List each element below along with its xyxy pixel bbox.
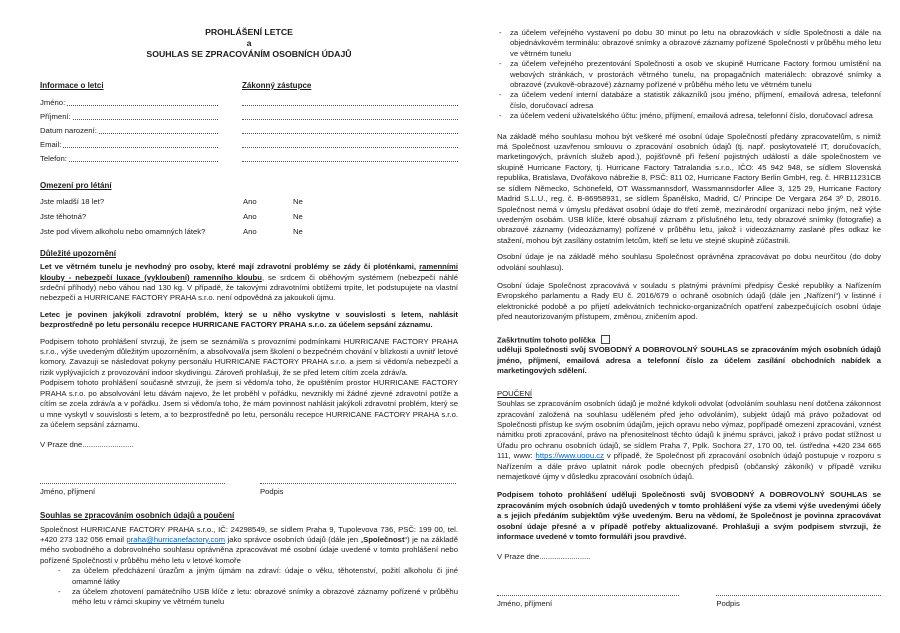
bullet-dash: - (499, 111, 502, 121)
purpose-bullet (40, 566, 458, 587)
purpose-bullet-text: za účelem vedení uživatelského účtu: jméno, příjmení, emailová adresa, telefonní číslo, doručovací adresa (510, 111, 873, 121)
notice-heading: POUČENÍ (497, 388, 533, 398)
consent-p1-post: “) je na základě mého svobodného a dobrovolného souhlasu oprávněna zpracovávat mé osobní údaje uvedené v tomto prohlášení nebo pořízené Společností v průběhu mého letu v letové komoře (40, 534, 458, 565)
purpose-bullet (497, 90, 881, 111)
guardian-field-row (242, 136, 458, 150)
signature-sign-label: Podpis (716, 598, 740, 608)
email-label: Email: (40, 140, 62, 149)
birthdate-input-line[interactable] (99, 126, 218, 134)
checkbox-label: Zaškrtnutím tohoto políčka (497, 335, 596, 345)
question-under18: Jste mladší 18 let? (40, 197, 105, 207)
processors-paragraph: Na základě mého souhlasu mohou být veškeré mé osobní údaje Společností předány zpracovatelům, s nimiž má Společnost uzavřenou smlouvu o zpracování osobních údajů (tj. např. poskytovatelé IT, doručovacích, marketingových, právních služeb apod.), pojišťovně při řešení pojistných událostí a dále společnostem ve skupině Hurricane Factory, tj. Hurricane Factory Tatralandia s.r.o., IČO: 45 942 948, se sídlem Slovenská republika, Bratislava, Dvořákovo nábrežie 8, PSČ: 811 02, Hurricane Factory Berlin GmbH, reg. č. HRB11231CB se sídlem Německo, Schönefeld, OT Wassmannsdorf, Wassmannsdorfer Allee 3, 125 29, Hurricane Factory Madrid S.L.U., reg. č. B-86958931, se sídlem Španělsko, Madrid, C/ Principe De Vergara 264 3º D, 28016. Společnost nemá v úmyslu předávat osobní údaje do třetí země, mezinárodní organizaci nebo jiným, než výše uvedeným osobám. USB klíče, které obsahují záznam z příslušného letu, tedy obrazové snímky (fotografie) a obrazové záznamy (videozáznamy) pořízené v průběhu letu, jakož i videozáznamy zaslané přes odkaz ke stažení, mohou být zasílány ostatním letcům, kteří se letu ve stejné skupině zúčastnili. (497, 131, 881, 245)
signature-name-block (497, 589, 679, 609)
declaration-paragraph-1: Podpisem tohoto prohlášení stvrzuji, že jsem se seznámil/a s provozními podmínkami HURRICANE FACTORY PRAHA s.r.o., výše uvedeným důležitým upozorněním, a absolvoval/a jsem školení o bezpečném chování v blízkosti a uvnitř letové komory. Zavazuji se následovat pokyny personálu HURRICANE FACTORY PRAHA s.r.o. a jsem si vědom/a nebezpečí a rizik vyplývajících z provozování indoor skydivingu. Zároveň prohlašuji, že se před letem cítím zcela zdráv/a. (40, 336, 458, 377)
flyer-info-section (40, 81, 458, 164)
warning-p1-rest: , se srdcem či oběhovým systémem (nebezpečí náhlé srdeční příhody) nebo váhou nad 130 kg. V případě, že takovými zdravotními obtížemi trpíte, let podstupujete na vlastní nebezpečí a HURRICANE FACTORY PRAHA s.r.o. není odpovědná za jakoukoli újmu. (40, 272, 458, 303)
field-row-name (40, 94, 218, 108)
retention-paragraph: Osobní údaje je na základě mého souhlasu Společnost oprávněna zpracovávat po dobu neurčitou (do doby odvolání souhlasu). (497, 252, 881, 272)
signature-sign-line[interactable] (260, 477, 456, 484)
uoou-website-link[interactable]: https://www.uoou.cz (535, 451, 604, 461)
purpose-bullet-text: za účelem zhotovení památečního USB klíče z letu: obrazové snímky a obrazové záznamy pořízené v průběhu mého letu v rámci skupiny ve větrném tunelu (72, 586, 458, 607)
field-row-birthdate (40, 122, 218, 136)
signature-sign-block (260, 477, 456, 497)
guardian-name-input-line[interactable] (242, 98, 458, 106)
signature-name-label: Jméno, příjmení (497, 598, 553, 608)
left-column (40, 0, 458, 608)
guardian-field-row (242, 150, 458, 164)
warning-paragraph-2: Letec je povinen jakýkoli zdravotní problém, který se u něho vyskytne v souvislosti s letem, nahlásit bezprostředně po letu personálu recepce HURRICANE FACTORY PRAHA s.r.o. za účelem sepsání záznamu. (40, 309, 458, 330)
title-line-3: SOUHLAS SE ZPRACOVÁNÍM OSOBNÍCH ÚDAJŮ (146, 49, 352, 59)
birthdate-label: Datum narození: (40, 126, 97, 135)
surname-input-line[interactable] (73, 112, 218, 120)
name-label: Jméno: (40, 98, 66, 107)
consent-company-paragraph (40, 525, 458, 567)
field-row-surname (40, 108, 218, 122)
answer-no-option[interactable]: Ne (293, 197, 303, 207)
marketing-consent-text: uděluji Společnosti svůj SVOBODNÝ A DOBROVOLNÝ SOUHLAS se zpracováním mých osobních údajů jméno, příjmení, emailová adresa a telefonní číslo za účelem zasílání obchodních nabídek a marketingových sdělení. (497, 345, 881, 376)
purpose-bullet-text: za účelem vedení interní databáze a statistik zákazníků jsou jméno, příjmení, emailová adresa, telefonní číslo, doručovací adresa (510, 90, 881, 110)
gdpr-paragraph: Osobní údaje Společnost zpracovává v souladu s platnými právními předpisy České republiky a Nařízením Evropského parlamentu a Rady EU č. 2016/679 o ochraně osobních údajů (dále jen „Nařízení“) v listinné i elektronické podobě a po přijetí adekvátních technicko-organizačních opatření zabezpečujících osobní údaje před neautorizovaným přístupem, změnou, zničením apod. (497, 280, 881, 322)
flight-restrictions-heading: Omezení pro létání (40, 181, 112, 191)
flight-restrictions-table (40, 195, 458, 240)
signature-name-line[interactable] (497, 589, 679, 596)
signature-sign-block (716, 589, 881, 609)
flyer-info-heading: Informace o letci (40, 81, 104, 90)
warning-p1-bold: Let ve větrném tunelu je nevhodný pro osoby, které mají zdravotní problémy se zády či ploténkami, (40, 262, 420, 272)
legal-guardian-column (242, 81, 458, 164)
signature-sign-label: Podpis (260, 486, 284, 496)
field-row-email (40, 136, 218, 150)
answer-yes-option[interactable]: Ano (243, 197, 257, 207)
guardian-field-row (242, 108, 458, 122)
purpose-bullet (497, 111, 881, 121)
bullet-dash: - (499, 59, 502, 69)
guardian-birthdate-input-line[interactable] (242, 126, 458, 134)
final-consent-paragraph: Podpisem tohoto prohlášení uděluji Společnosti svůj SVOBODNÝ A DOBROVOLNÝ SOUHLAS se zpracováním mých osobních údajů uvedených v tomto prohlášení výše za všemi výše uvedenými účely a s jejich předáním subjektům výše uvedeným. Beru na vědomí, že Společnost je povinna zpracovávat osobní údaje přesné a v případě potřeby aktualizované. Prohlašuji a svým podpisem stvrzuji, že informace uvedené v tomto formuláři jsou pravdivé. (497, 490, 881, 541)
document-title (40, 27, 458, 60)
legal-guardian-heading: Zákonný zástupce (242, 81, 312, 90)
date-line[interactable]: V Praze dne........................ (40, 440, 134, 450)
surname-label: Příjmení: (40, 112, 71, 121)
signature-row (40, 477, 458, 497)
important-warning-heading: Důležité upozornění (40, 248, 116, 258)
question-row-pregnant (40, 210, 458, 225)
name-input-line[interactable] (67, 98, 218, 106)
notice-pre: Souhlas se zpracováním osobních údajů je možné kdykoli odvolat (odvoláním souhlasu není dotčena zákonnost zpracování založená na souhlasu uděleném před jeho odvoláním), subjekt údajů má právo požadovat od Společnosti přístup ke svým osobním údajům, jejich opravu nebo výmaz, popřípadě omezení zpracování, vznést námitku proti zpracování, právo na přenositelnost těchto údajů k jinému správci, jakož i právo podat stížnost u Úřadu pro ochranu osobních údajů, se sídlem Praha 7, Pplk. Sochora 27, 170 00, tel. ústředna +420 234 665 111, www: (497, 399, 881, 461)
right-column (497, 0, 881, 609)
warning-paragraph-1 (40, 262, 458, 304)
purpose-bullet (497, 28, 881, 59)
notice-paragraph (497, 399, 881, 482)
purpose-bullet (497, 59, 881, 90)
date-line[interactable]: V Praze dne........................ (497, 552, 591, 562)
signature-name-line[interactable] (40, 477, 225, 484)
marketing-consent-block (497, 335, 881, 377)
purpose-bullet-text: za účelem veřejného vystavení po dobu 30 minut po letu na obrazovkách v sídle Společnosti a dále na objednávkovém terminálu: obrazové snímky a obrazové záznamy pořízené Společností v průběhu mého letu ve větrném tunelu (510, 28, 881, 58)
phone-label: Telefon: (40, 154, 67, 163)
title-line-1: PROHLÁŠENÍ LETCE (205, 27, 293, 37)
flyer-info-column (40, 81, 218, 164)
question-row-under18 (40, 195, 458, 210)
purpose-bullet (40, 587, 458, 608)
signature-row (497, 589, 881, 609)
field-row-phone (40, 150, 218, 164)
purpose-bullet-text: za účelem veřejného prezentování Společnosti a osob ve skupině Hurricane Factory formou umístění na webových stránkách, v prostorách větrného tunelu, na propagačních materiálech: obrazové snímky a obrazové (zvukově-obrazové) záznamy pořízené v průběhu mého letu ve větrném tunelu (510, 59, 881, 90)
answer-yes-option[interactable]: Ano (243, 212, 257, 222)
consent-p1-bold: Společnost (363, 534, 405, 544)
consent-p1-pre: Společnost HURRICANE FACTORY PRAHA s.r.o., IČ: 24298549, se sídlem Praha 9, Tupolevova 736, PSČ: 199 00, tel. +420 273 132 056 email (40, 524, 458, 544)
company-email-link[interactable]: praha@hurricanefactory.com (126, 534, 226, 544)
marketing-consent-line (497, 335, 881, 346)
declaration-paragraph-2: Podpisem tohoto prohlášení současně stvrzuji, že jsem si vědom/a toho, že opuštěním prostor HURRICANE FACTORY PRAHA s.r.o. po absolvování letu dávám najevo, že let proběhl v pořádku, nevznikly mi žádné zjevné zdravotní potíže a cítím se zcela zdráv/a a v pořádku. Jsem si vědom/a toho, že mám povinnost nahlásit jakýkoli zdravotní problém, který se u mne vyskytl v souvislosti s letem, a to bezprostředně po letu, personálu recepce HURRICANE FACTORY PRAHA s.r.o. za účelem sepsání záznamu. (40, 378, 458, 429)
question-pregnant: Jste těhotná? (40, 212, 87, 222)
bullet-dash: - (58, 586, 61, 596)
notice-post: v případě, že Společnost při zpracování osobních údajů postupuje v rozporu s Nařízením a dále právo uplatnit nárok podle obecných předpisů (občanský zákoník) v případě vzniku nemajetkové újmy v důsledku zpracování osobních údajů. (497, 451, 881, 481)
bullet-dash: - (499, 28, 502, 37)
guardian-email-input-line[interactable] (242, 140, 458, 148)
consent-p1-mid: jako správce osobních údajů (dále jen „ (225, 534, 364, 544)
purpose-bullet-text: za účelem předcházení úrazům a jiným újmám na zdraví: údaje o věku, těhotenství, požití alkoholu či jiné omamné látky (72, 566, 458, 586)
signature-name-label: Jméno, příjmení (40, 486, 96, 496)
bullet-dash: - (499, 90, 502, 100)
guardian-field-row (242, 122, 458, 136)
signature-name-block (40, 477, 225, 497)
question-alcohol: Jste pod vlivem alkoholu nebo omamných látek? (40, 227, 206, 237)
guardian-surname-input-line[interactable] (242, 112, 458, 120)
signature-sign-line[interactable] (716, 589, 881, 596)
phone-input-line[interactable] (69, 154, 218, 162)
answer-no-option[interactable]: Ne (293, 212, 303, 222)
title-line-2: a (246, 38, 252, 48)
answer-no-option[interactable]: Ne (293, 227, 303, 237)
guardian-phone-input-line[interactable] (242, 154, 458, 162)
marketing-consent-checkbox[interactable] (601, 335, 610, 344)
email-input-line[interactable] (63, 140, 218, 148)
answer-yes-option[interactable]: Ano (243, 227, 257, 237)
bullet-dash: - (58, 566, 61, 576)
guardian-field-row (242, 94, 458, 108)
warning-p1-bold-underline: ramenními klouby - nebezpečí luxace (vykloubení) ramenního kloubu (40, 262, 458, 282)
question-row-alcohol (40, 225, 458, 240)
consent-heading: Souhlas se zpracováním osobních údajů a poučení (40, 511, 235, 521)
